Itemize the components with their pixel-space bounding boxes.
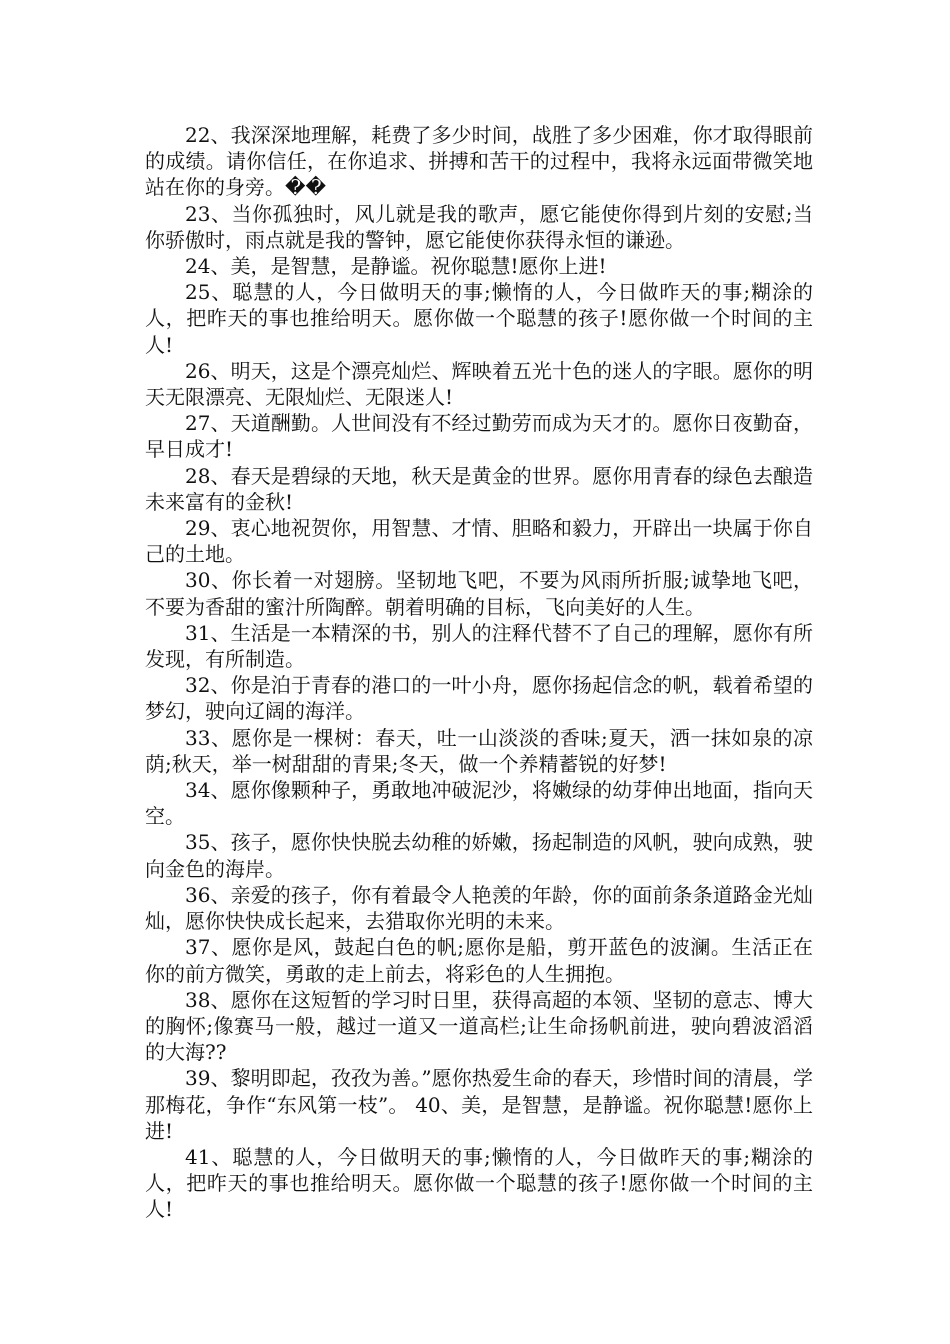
paragraph-29: 29、衷心地祝贺你，用智慧、才情、胆略和毅力，开辟出一块属于你自己的土地。 <box>145 516 813 567</box>
paragraph-26: 26、明天，这是个漂亮灿烂、辉映着五光十色的迷人的字眼。愿你的明天无限漂亮、无限灿烂、无限迷人! <box>145 358 813 410</box>
document-body <box>145 122 813 1223</box>
paragraph-31: 31、生活是一本精深的书，别人的注释代替不了自己的理解，愿你有所发现，有所制造。 <box>145 620 813 672</box>
paragraph-39: 39、黎明即起，孜孜为善。”愿你热爱生命的春天，珍惜时间的清晨，学那梅花，争作“东风第一枝”。 40、美，是智慧，是静谧。祝你聪慧!愿你上进! <box>145 1066 813 1143</box>
paragraph-36: 36、亲爱的孩子，你有着最令人艳羡的年龄，你的面前条条道路金光灿灿，愿你快快成长起来，去猎取你光明的未来。 <box>145 882 813 934</box>
paragraph-30: 30、你长着一对翅膀。坚韧地飞吧，不要为风雨所折服;诚挚地飞吧，不要为香甜的蜜汁所陶醉。朝着明确的目标，飞向美好的人生。 <box>145 568 813 619</box>
paragraph-24: 24、美，是智慧，是静谧。祝你聪慧!愿你上进! <box>185 254 607 279</box>
paragraph-27: 27、天道酬勤。人世间没有不经过勤劳而成为天才的。愿你日夜勤奋，早日成才! <box>145 411 813 462</box>
paragraph-32: 32、你是泊于青春的港口的一叶小舟，愿你扬起信念的帆，载着希望的梦幻，驶向辽阔的海洋。 <box>145 673 813 724</box>
paragraph-22: 22、我深深地理解，耗费了多少时间，战胜了多少困难，你才取得眼前的成绩。请你信任，在你追求、拼搏和苦干的过程中，我将永远面带微笑地站在你的身旁。�� <box>145 123 813 200</box>
paragraph-35: 35、孩子，愿你快快脱去幼稚的娇嫩，扬起制造的风帆，驶向成熟，驶向金色的海岸。 <box>145 830 813 881</box>
paragraph-41: 41、聪慧的人，今日做明天的事;懒惰的人，今日做昨天的事;糊涂的人，把昨天的事也推给明天。愿你做一个聪慧的孩子!愿你做一个时间的主人! <box>145 1144 813 1222</box>
paragraph-33: 33、愿你是一棵树：春天，吐一山淡淡的香味;夏天，洒一抹如泉的凉荫;秋天，举一树甜甜的青果;冬天，做一个养精蓄锐的好梦! <box>145 725 813 776</box>
paragraph-28: 28、春天是碧绿的天地，秋天是黄金的世界。愿你用青春的绿色去酿造未来富有的金秋! <box>145 463 813 514</box>
paragraph-38: 38、愿你在这短暂的学习时日里，获得高超的本领、坚韧的意志、博大的胸怀;像赛马一般，越过一道又一道高栏;让生命扬帆前进，驶向碧波滔滔的大海?? <box>145 987 813 1065</box>
paragraph-37: 37、愿你是风，鼓起白色的帆;愿你是船，剪开蓝色的波澜。生活正在你的前方微笑，勇敢的走上前去，将彩色的人生拥抱。 <box>145 935 813 986</box>
paragraph-34: 34、愿你像颗种子，勇敢地冲破泥沙，将嫩绿的幼芽伸出地面，指向天空。 <box>145 778 813 829</box>
paragraph-23: 23、当你孤独时，风儿就是我的歌声，愿它能使你得到片刻的安慰;当你骄傲时，雨点就是我的警钟，愿它能使你获得永恒的谦逊。 <box>145 201 813 252</box>
paragraph-25: 25、聪慧的人，今日做明天的事;懒惰的人，今日做昨天的事;糊涂的人，把昨天的事也推给明天。愿你做一个聪慧的孩子!愿你做一个时间的主人! <box>145 280 813 357</box>
